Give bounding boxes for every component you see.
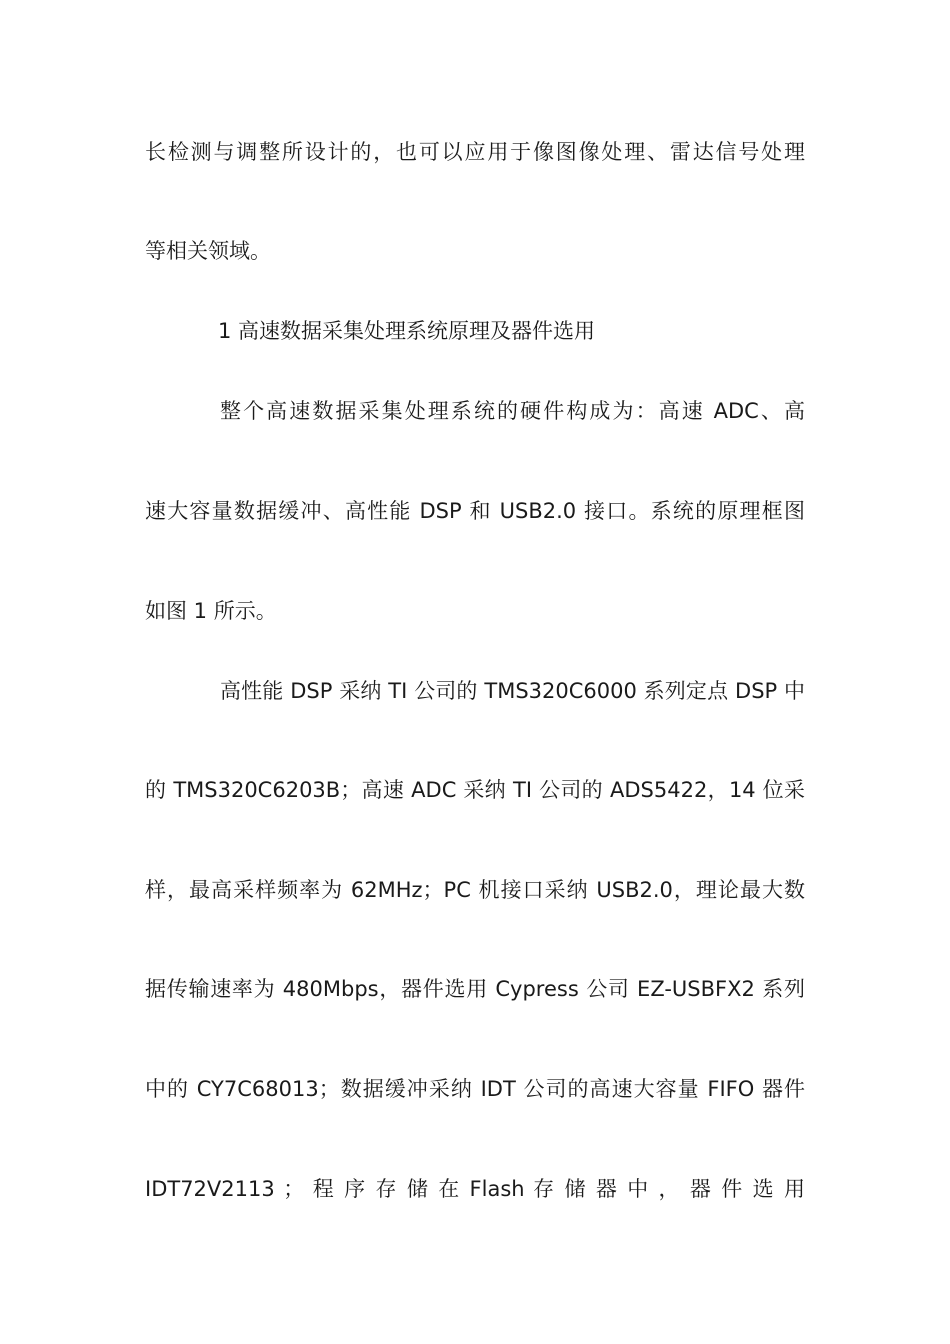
- body-text-line: 速大容量数据缓冲、高性能 DSP 和 USB2.0 接口。系统的原理框图: [145, 499, 805, 523]
- body-text-line: 等相关领域。: [145, 239, 271, 263]
- body-text-line: 据传输速率为 480Mbps，器件选用 Cypress 公司 EZ-USBFX2 系列: [145, 977, 805, 1001]
- section-heading: 1 高速数据采集处理系统原理及器件选用: [218, 319, 596, 343]
- body-text-line: 的 TMS320C6203B；高速 ADC 采纳 TI 公司的 ADS5422，14 位采: [145, 778, 805, 802]
- body-text-line: 高性能 DSP 采纳 TI 公司的 TMS320C6000 系列定点 DSP 中: [220, 679, 805, 703]
- body-text-line: 中的 CY7C68013；数据缓冲采纳 IDT 公司的高速大容量 FIFO 器件: [145, 1077, 805, 1101]
- body-text-line: 样，最高采样频率为 62MHz；PC 机接口采纳 USB2.0，理论最大数: [145, 878, 805, 902]
- body-text-line: 整个高速数据采集处理系统的硬件构成为：高速 ADC、高: [220, 399, 805, 423]
- body-text-line: 长检测与调整所设计的，也可以应用于像图像处理、雷达信号处理: [145, 140, 805, 164]
- body-text-line: 如图 1 所示。: [145, 599, 277, 623]
- body-text-line: IDT72V2113 ； 程 序 存 储 在 Flash 存 储 器 中 ， 器 件 选 用: [145, 1177, 805, 1201]
